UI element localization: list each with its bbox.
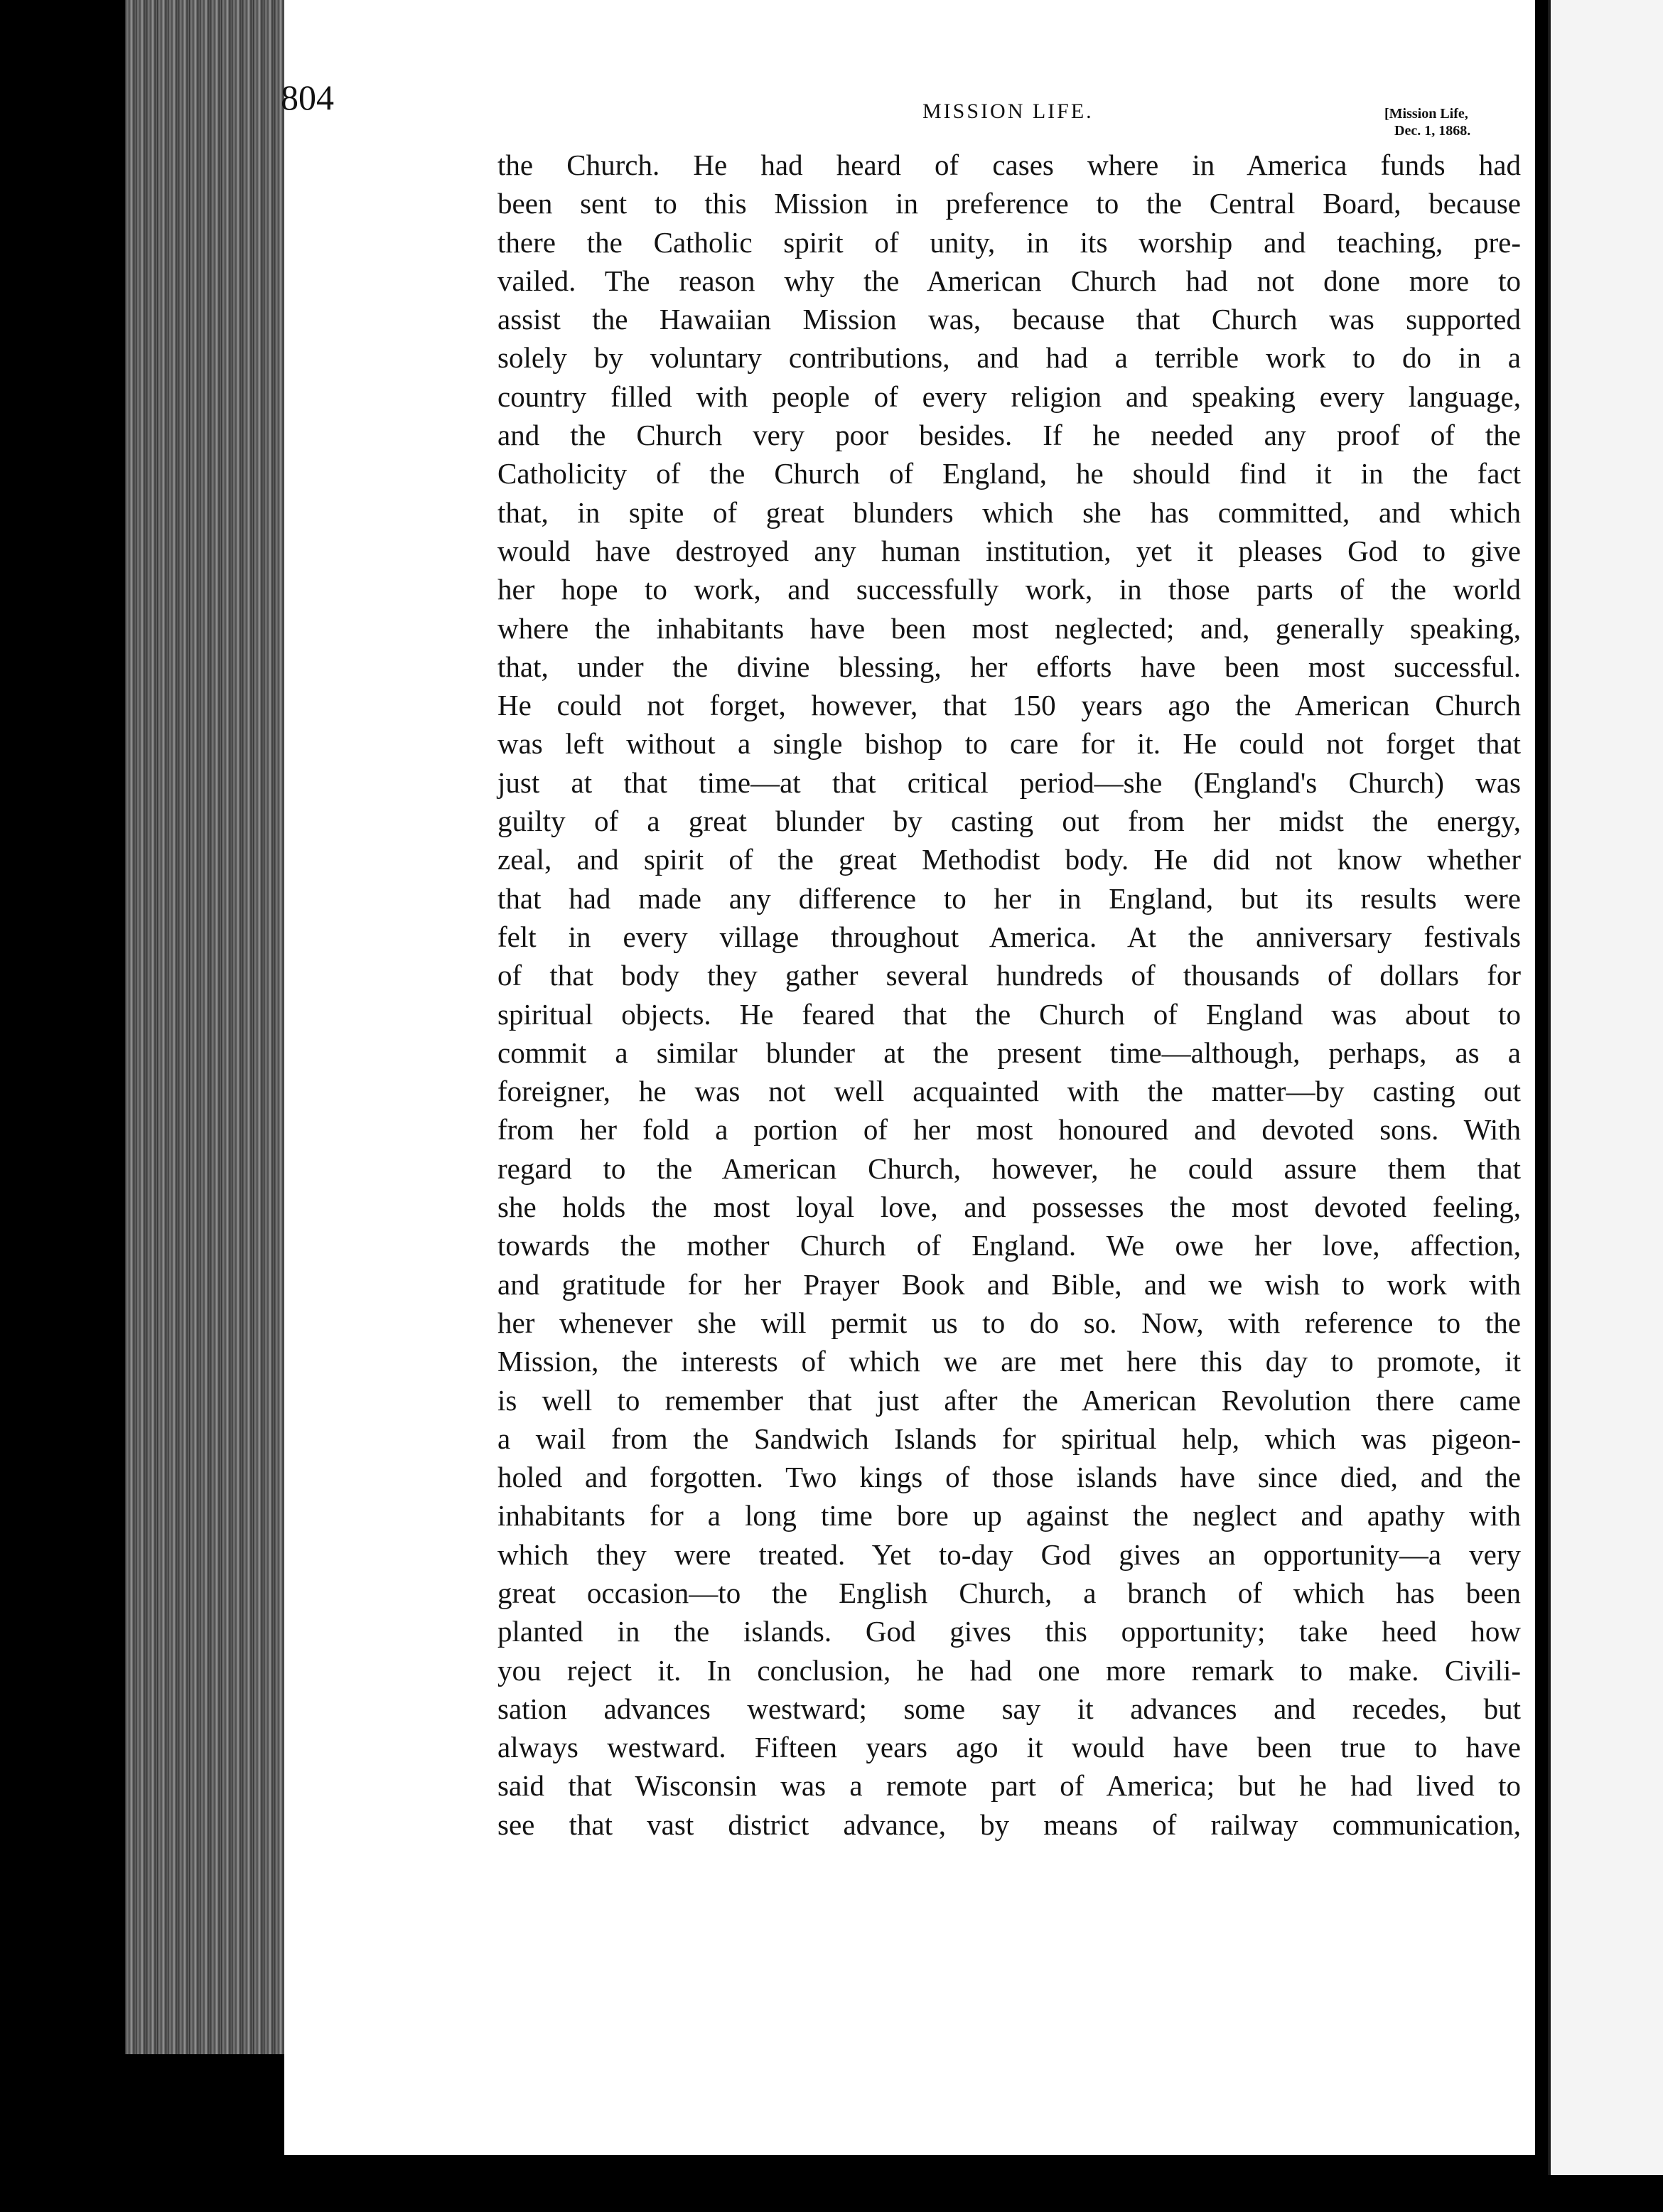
text-line: always westward. Fifteen years ago it would have been true to have bbox=[497, 1731, 1521, 1764]
text-line: zeal, and spirit of the great Methodist body. He did not know whether bbox=[497, 843, 1521, 876]
text-line: just at that time—at that critical period—she (England's Church) was bbox=[497, 766, 1521, 799]
text-line: there the Catholic spirit of unity, in its worship and teaching, pre- bbox=[497, 225, 1521, 259]
text-line: see that vast district advance, by means of railway communication, bbox=[497, 1808, 1521, 1841]
text-line: solely by voluntary contributions, and had a terrible work to do in a bbox=[497, 341, 1521, 375]
running-source-line: [Mission Life, bbox=[1384, 106, 1468, 122]
running-source bbox=[1384, 105, 1470, 139]
text-line: that, in spite of great blunders which she has committed, and which bbox=[497, 495, 1521, 529]
text-line: said that Wisconsin was a remote part of America; but he had lived to bbox=[497, 1769, 1521, 1803]
text-line: the Church. He had heard of cases where in America funds had bbox=[497, 149, 1521, 181]
text-line: guilty of a great blunder by casting out from her midst the energy, bbox=[497, 805, 1521, 838]
text-line: planted in the islands. God gives this opportunity; take heed how bbox=[497, 1615, 1521, 1648]
text-line: her whenever she will permit us to do so. Now, with reference to the bbox=[497, 1306, 1521, 1339]
text-line: would have destroyed any human institution, yet it pleases God to give bbox=[497, 534, 1521, 567]
text-line: a wail from the Sandwich Islands for spiritual help, which was pigeon- bbox=[497, 1422, 1521, 1455]
text-line: where the inhabitants have been most neglected; and, generally speaking, bbox=[497, 611, 1521, 645]
text-line: He could not forget, however, that 150 years ago the American Church bbox=[497, 689, 1521, 722]
text-line: and gratitude for her Prayer Book and Bible, and we wish to work with bbox=[497, 1267, 1521, 1301]
text-line: and the Church very poor besides. If he needed any proof of the bbox=[497, 419, 1521, 452]
text-line: inhabitants for a long time bore up against the neglect and apathy with bbox=[497, 1499, 1521, 1532]
text-line: regard to the American Church, however, he could assure them that bbox=[497, 1151, 1521, 1185]
text-line: holed and forgotten. Two kings of those islands have since died, and the bbox=[497, 1461, 1521, 1494]
text-line: commit a similar blunder at the present time—although, perhaps, as a bbox=[497, 1036, 1521, 1069]
text-line: which they were treated. Yet to-day God gives an opportunity—a very bbox=[497, 1537, 1521, 1571]
text-line: of that body they gather several hundreds of thousands of dollars for bbox=[497, 959, 1521, 992]
text-line: you reject it. In conclusion, he had one more remark to make. Civili- bbox=[497, 1653, 1521, 1687]
text-line: that, under the divine blessing, her efforts have been most successful. bbox=[497, 650, 1521, 683]
text-line: that had made any difference to her in England, but its results were bbox=[497, 881, 1521, 915]
text-line: spiritual objects. He feared that the Church of England was about to bbox=[497, 997, 1521, 1031]
text-line: she holds the most loyal love, and possesses the most devoted feeling, bbox=[497, 1191, 1521, 1224]
book-page-edge bbox=[125, 0, 284, 2054]
text-line: her hope to work, and successfully work, in those parts of the world bbox=[497, 573, 1521, 606]
text-line: was left without a single bishop to care for it. He could not forget that bbox=[497, 727, 1521, 761]
running-source-line: Dec. 1, 1868. bbox=[1394, 123, 1471, 139]
text-line: vailed. The reason why the American Church had not done more to bbox=[497, 264, 1521, 297]
next-page-edge bbox=[1548, 0, 1663, 2175]
text-line: from her fold a portion of her most honoured and devoted sons. With bbox=[497, 1113, 1521, 1147]
text-line: sation advances westward; some say it advances and recedes, but bbox=[497, 1692, 1521, 1725]
text-line: assist the Hawaiian Mission was, because that Church was supported bbox=[497, 303, 1521, 336]
text-line: been sent to this Mission in preference to the Central Board, because bbox=[497, 187, 1521, 220]
text-line: foreigner, he was not well acquainted with the matter—by casting out bbox=[497, 1075, 1521, 1108]
text-line: great occasion—to the English Church, a branch of which has been bbox=[497, 1576, 1521, 1609]
text-line: felt in every village throughout America. At the anniversary festivals bbox=[497, 920, 1521, 953]
text-line: is well to remember that just after the American Revolution there came bbox=[497, 1383, 1521, 1417]
page-number: 804 bbox=[281, 77, 334, 117]
text-line: country filled with people of every religion and speaking every language, bbox=[497, 380, 1521, 413]
text-line: towards the mother Church of England. We owe her love, affection, bbox=[497, 1229, 1521, 1262]
running-title: MISSION LIFE. bbox=[922, 100, 1094, 123]
body-text bbox=[497, 146, 1521, 1844]
text-line: Mission, the interests of which we are met here this day to promote, it bbox=[497, 1345, 1521, 1378]
text-line: Catholicity of the Church of England, he should find it in the fact bbox=[497, 457, 1521, 490]
